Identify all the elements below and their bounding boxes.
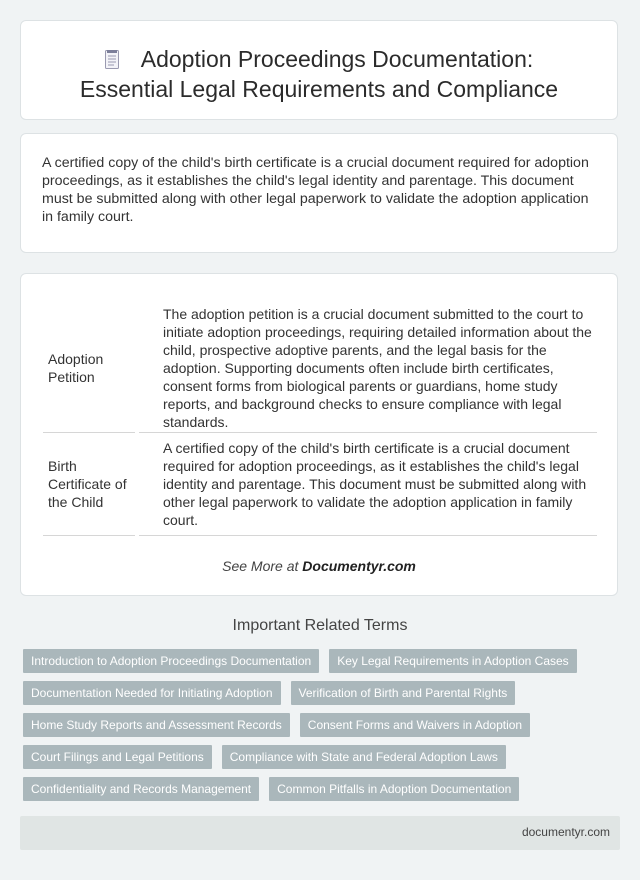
related-term-tag[interactable]: Common Pitfalls in Adoption Documentation (269, 777, 519, 801)
see-more-prefix: See More at (222, 558, 303, 574)
related-term-tag[interactable]: Consent Forms and Waivers in Adoption (300, 713, 530, 737)
table-row (43, 433, 597, 536)
intro-card (20, 133, 618, 253)
related-terms-list (23, 649, 603, 809)
document-icon (105, 46, 119, 65)
related-term-tag[interactable]: Confidentiality and Records Management (23, 777, 259, 801)
related-terms-heading: Important Related Terms (232, 617, 408, 634)
definition-cell (142, 304, 597, 432)
title-card (20, 20, 618, 120)
term-cell: Adoption Petition (48, 351, 104, 385)
related-term-tag[interactable]: Key Legal Requirements in Adoption Cases (329, 649, 576, 673)
footer-site-link[interactable]: documentyr.com (521, 825, 610, 839)
definitions-card (20, 273, 618, 596)
related-term-tag[interactable]: Introduction to Adoption Proceedings Documentation (23, 649, 319, 673)
title-line-1: Adoption Proceedings Documentation: (140, 46, 534, 72)
column-divider (135, 304, 139, 433)
table-row (43, 304, 597, 433)
title-line-2: Essential Legal Requirements and Compliance (79, 76, 559, 102)
see-more-link[interactable] (21, 558, 617, 574)
definition-text: The adoption petition is a crucial document submitted to the court to initiate adoption proceedings, requiring detailed information about the child, prospective adoptive parents, and the legal basis for the adoption. Supporting documents often include birth certificates, consent forms from biological parents or guardians, home study reports, and background checks to ensure compliance with legal standards. (163, 306, 592, 430)
definition-cell (142, 433, 597, 535)
related-term-tag[interactable]: Court Filings and Legal Petitions (23, 745, 212, 769)
term-cell: Birth Certificate of the Child (48, 458, 127, 510)
related-term-tag[interactable]: Verification of Birth and Parental Rights (291, 681, 516, 705)
page-title (21, 44, 617, 104)
definition-text: A certified copy of the child's birth certificate is a crucial document required for adoption proceedings, as it establishes the child's legal identity and parentage. This document must be submitted along with other legal paperwork to validate the adoption application in family court. (163, 440, 587, 528)
column-divider (135, 433, 139, 536)
intro-text: A certified copy of the child's birth certificate is a crucial document required for adoption proceedings, as it establishes the child's legal identity and parentage. This document must be submitted along with other legal paperwork to validate the adoption application in family court. (42, 155, 589, 225)
related-term-tag[interactable]: Compliance with State and Federal Adoption Laws (222, 745, 506, 769)
related-term-tag[interactable]: Home Study Reports and Assessment Records (23, 713, 290, 737)
footer-bar (20, 816, 620, 850)
related-term-tag[interactable]: Documentation Needed for Initiating Adoption (23, 681, 281, 705)
see-more-site[interactable]: Documentyr.com (302, 558, 416, 574)
